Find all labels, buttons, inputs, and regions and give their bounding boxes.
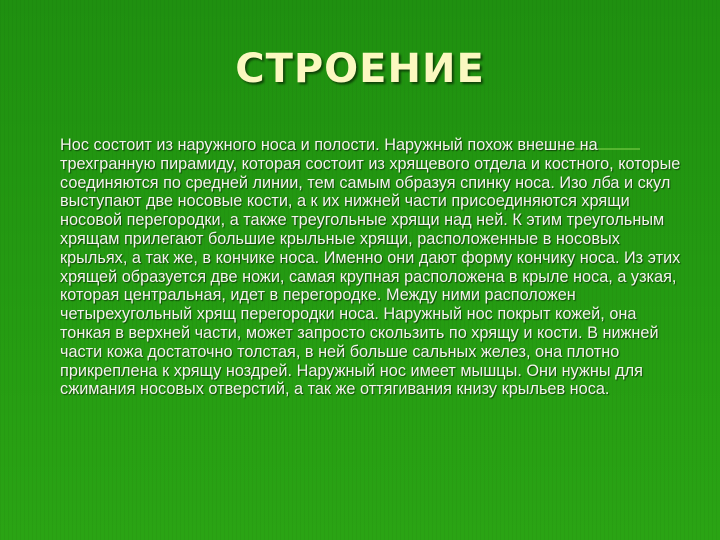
slide-title: СТРОЕНИЕ <box>235 46 485 92</box>
slide-body-text: Нос состоит из наружного носа и полости. Наружный похож внешне на трехгранную пирамиду, которая состоит из хрящевого отдела и костного, которые соединяются по средней линии, тем самым образуя спинку носа. Изо лба и скул выступают две носовые кости, а к их нижней части присоединяются хрящи носовой перегородки, а также треугольные хрящи над ней. К этим треугольным хрящам прилегают большие крыльные хрящи, расположенные в носовых крыльях, а так же, в кончике носа. Именно они дают форму кончику носа. Из этих хрящей образуется две ножи, самая крупная расположена в крыле носа, а узкая, которая центральная, идет в перегородке. Между ними расположен четырехугольный хрящ перегородки носа. Наружный нос покрыт кожей, она тонкая в верхней части, может запросто скользить по хрящу и кости. В нижней части кожа достаточно толстая, в ней больше сальных желез, она плотно прикреплена к хрящу ноздрей. Наружный нос имеет мышцы. Они нужны для сжимания носовых отверстий, а так же оттягивания книзу крыльев носа. <box>60 136 681 399</box>
